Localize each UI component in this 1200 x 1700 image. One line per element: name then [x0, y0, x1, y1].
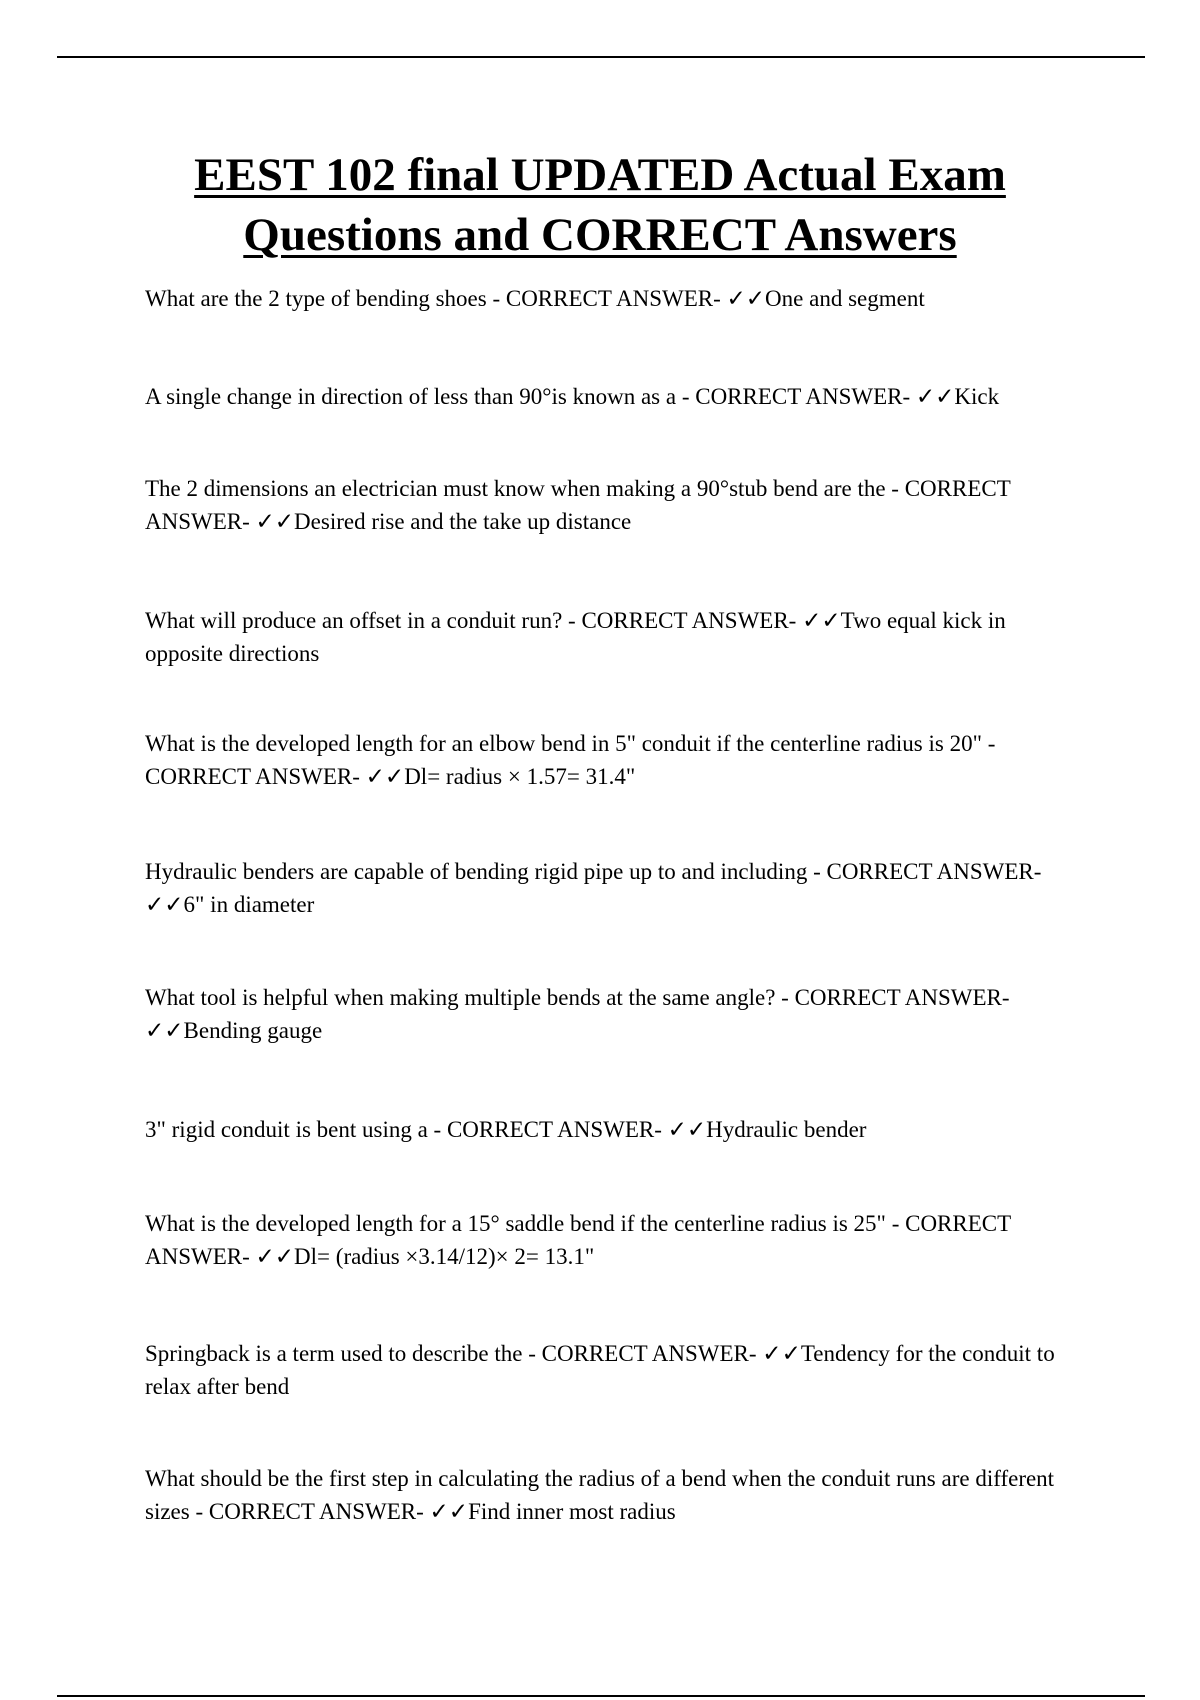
qa-entry: Springback is a term used to describe the - CORRECT ANSWER- ✓✓Tendency for the conduit to relax after bend: [145, 1341, 1055, 1399]
qa-entry: What is the developed length for a 15° saddle bend if the centerline radius is 25" - CORRECT ANSWER- ✓✓Dl= (radius ×3.14/12)× 2= 13.1": [145, 1211, 1011, 1269]
title-line-1: EEST 102 final UPDATED Actual Exam: [194, 149, 1006, 201]
header-rule: [57, 56, 1145, 58]
qa-entry: What tool is helpful when making multiple bends at the same angle? - CORRECT ANSWER- ✓✓Bending gauge: [145, 985, 1010, 1043]
qa-entry: A single change in direction of less than 90°is known as a - CORRECT ANSWER- ✓✓Kick: [145, 384, 1000, 409]
qa-entry: What will produce an offset in a conduit run? - CORRECT ANSWER- ✓✓Two equal kick in opposite directions: [145, 608, 1006, 666]
qa-entry: The 2 dimensions an electrician must know when making a 90°stub bend are the - CORRECT ANSWER- ✓✓Desired rise and the take up distance: [145, 476, 1011, 534]
qa-entry: Hydraulic benders are capable of bending rigid pipe up to and including - CORRECT ANSWER- ✓✓6" in diameter: [145, 859, 1042, 917]
qa-entry: What should be the first step in calculating the radius of a bend when the conduit runs are different sizes - CORRECT ANSWER- ✓✓Find inner most radius: [145, 1466, 1055, 1524]
qa-entry: 3" rigid conduit is bent using a - CORRECT ANSWER- ✓✓Hydraulic bender: [145, 1117, 867, 1142]
footer-rule: [57, 1695, 1145, 1697]
qa-entry: What are the 2 type of bending shoes - CORRECT ANSWER- ✓✓One and segment: [145, 286, 925, 311]
document-title: [60, 145, 1140, 265]
qa-entry: What is the developed length for an elbow bend in 5" conduit if the centerline radius is 20" - CORRECT ANSWER- ✓✓Dl= radius × 1.57= 31.4": [145, 731, 996, 789]
title-line-2: Questions and CORRECT Answers: [243, 209, 957, 261]
